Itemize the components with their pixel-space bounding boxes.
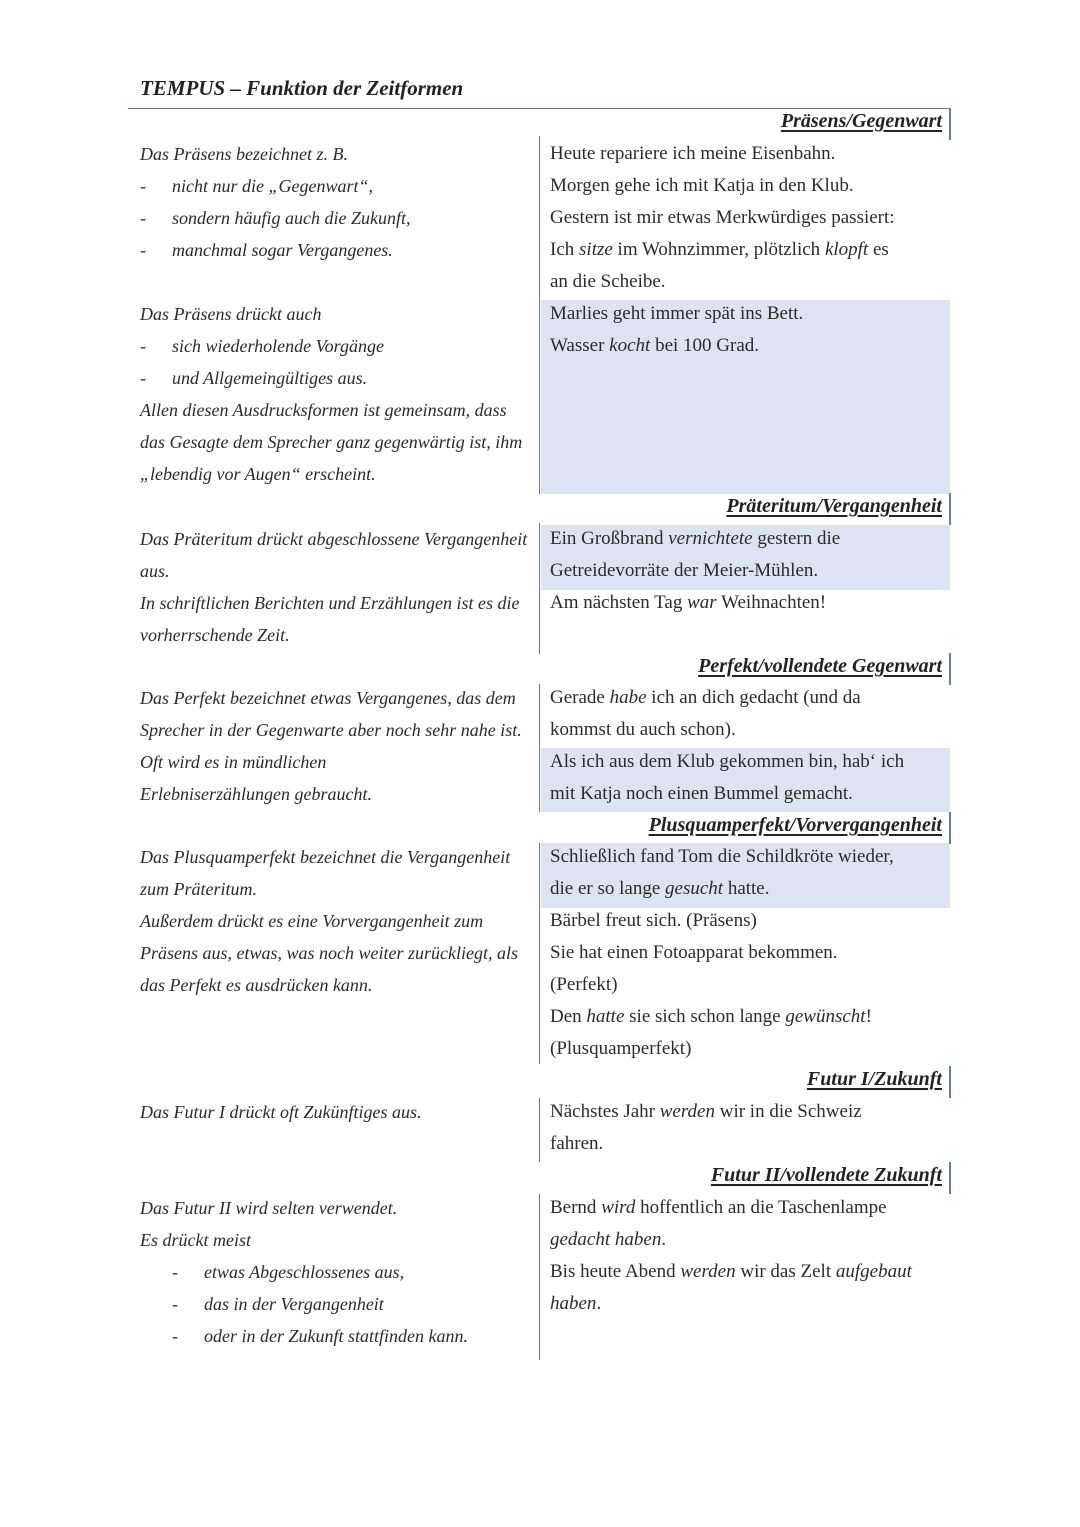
- explanation-line: sondern häufig auch die Zukunft,: [172, 208, 411, 228]
- section-heading: Plusquamperfekt/Vorvergangenheit: [648, 814, 942, 836]
- section-heading: Präteritum/Vergangenheit: [726, 495, 942, 517]
- sentence-text: Bernd: [550, 1197, 602, 1218]
- explanation-line: Das Futur II wird selten verwendet.: [140, 1198, 398, 1218]
- sentence-text: hatte.: [723, 878, 770, 899]
- bullet-dash: -: [172, 1262, 178, 1282]
- example-sentence: [550, 138, 835, 170]
- sentence-text: wir in die Schweiz: [714, 1101, 862, 1122]
- bullet-dash: -: [172, 1326, 178, 1346]
- example-sentence: [550, 905, 757, 937]
- verb-form: sitze: [579, 239, 613, 260]
- sentence-text: sie sich schon lange: [624, 1006, 786, 1027]
- bullet-dash: -: [140, 368, 146, 388]
- heading-marker: [949, 812, 951, 844]
- example-sentence: [550, 266, 666, 298]
- verb-form: habe: [609, 687, 647, 708]
- example-sentence: [550, 969, 618, 1001]
- sentence-text: wir das Zelt: [735, 1261, 836, 1282]
- title-rule: [128, 108, 950, 109]
- sentence-text: Bis heute Abend: [550, 1261, 681, 1282]
- explanation-line: das Gesagte dem Sprecher ganz gegenwärtig ist, ihm: [140, 432, 523, 452]
- sentence-text: im Wohnzimmer, plötzlich: [612, 239, 825, 260]
- sentence-text: Nächstes Jahr: [550, 1101, 660, 1122]
- sentence-text: (Plusquamperfekt): [550, 1038, 692, 1059]
- sentence-text: Gestern ist mir etwas Merkwürdiges passiert:: [550, 207, 895, 228]
- sentence-text: gestern die: [752, 528, 841, 549]
- explanation-line: Das Futur I drückt oft Zukünftiges aus.: [140, 1102, 422, 1122]
- sentence-text: Marlies geht immer spät ins Bett.: [550, 303, 804, 324]
- sentence-text: Gerade: [550, 687, 610, 708]
- example-sentence: [550, 298, 803, 330]
- sentence-text: Wasser: [550, 335, 610, 356]
- explanation-line: und Allgemeingültiges aus.: [172, 368, 368, 388]
- explanation-line: „lebendig vor Augen“ erscheint.: [140, 464, 376, 484]
- explanation-line: zum Präteritum.: [140, 879, 257, 899]
- sentence-text: Weihnachten!: [716, 592, 827, 613]
- example-sentence: [550, 1128, 603, 1160]
- verb-form: werden: [680, 1261, 736, 1282]
- verb-form: klopft: [824, 239, 869, 260]
- example-sentence: [550, 1001, 872, 1033]
- explanation-line: In schriftlichen Berichten und Erzählungen ist es die: [140, 593, 520, 613]
- sentence-text: .: [596, 1293, 602, 1314]
- sentence-text: .: [661, 1229, 667, 1250]
- verb-form: aufgebaut: [835, 1261, 912, 1282]
- example-sentence: [550, 682, 861, 714]
- sentence-text: an die Scheibe.: [550, 271, 666, 292]
- sentence-text: Getreidevorräte der Meier-Mühlen.: [550, 560, 819, 581]
- example-sentence: [550, 778, 853, 810]
- verb-form: gedacht haben: [550, 1229, 662, 1250]
- sentence-text: Als ich aus dem Klub gekommen bin, hab‘ ich: [550, 751, 905, 772]
- bullet-dash: -: [140, 208, 146, 228]
- sentence-text: Ein Großbrand: [550, 528, 669, 549]
- heading-marker: [949, 108, 951, 140]
- section-heading: Futur II/vollendete Zukunft: [710, 1164, 942, 1186]
- example-sentence: [550, 937, 838, 969]
- explanation-line: Das Präsens bezeichnet z. B.: [140, 144, 348, 164]
- explanation-line: Oft wird es in mündlichen: [140, 752, 327, 772]
- explanation-line: Außerdem drückt es eine Vorvergangenheit zum: [140, 911, 484, 931]
- explanation-line: Das Perfekt bezeichnet etwas Vergangenes, das dem: [140, 688, 516, 708]
- example-sentence: [550, 873, 770, 905]
- bullet-dash: -: [172, 1294, 178, 1314]
- verb-form: vernichtete: [668, 528, 753, 549]
- explanation-line: Präsens aus, etwas, was noch weiter zurückliegt, als: [140, 943, 518, 963]
- sentence-text: es: [868, 239, 889, 260]
- example-sentence: [550, 330, 759, 362]
- heading-marker: [949, 493, 951, 525]
- heading-marker: [949, 653, 951, 685]
- explanation-line: Es drückt meist: [140, 1230, 251, 1250]
- sentence-text: Ich: [550, 239, 580, 260]
- bullet-dash: -: [140, 176, 146, 196]
- heading-marker: [949, 1066, 951, 1098]
- column-divider: [539, 523, 540, 654]
- sentence-text: die er so lange: [550, 878, 666, 899]
- bullet-dash: -: [140, 336, 146, 356]
- example-sentence: [550, 1256, 912, 1288]
- example-sentence: [550, 170, 854, 202]
- column-divider: [539, 1098, 540, 1162]
- verb-form: werden: [659, 1101, 715, 1122]
- verb-form: gewünscht: [785, 1006, 866, 1027]
- explanation-line: das in der Vergangenheit: [204, 1294, 384, 1314]
- sentence-text: (Perfekt): [550, 974, 618, 995]
- sentence-text: Am nächsten Tag: [550, 592, 688, 613]
- example-sentence: [550, 202, 895, 234]
- section-heading: Präsens/Gegenwart: [780, 110, 942, 132]
- sentence-text: mit Katja noch einen Bummel gemacht.: [550, 783, 853, 804]
- example-sentence: [550, 234, 889, 266]
- example-sentence: [550, 1096, 862, 1128]
- sentence-text: Schließlich fand Tom die Schildkröte wieder,: [550, 846, 894, 867]
- explanation-line: Das Präteritum drückt abgeschlossene Vergangenheit: [140, 529, 528, 549]
- example-sentence: [550, 587, 826, 619]
- sentence-text: Morgen gehe ich mit Katja in den Klub.: [550, 175, 854, 196]
- example-sentence: [550, 523, 840, 555]
- explanation-line: nicht nur die „Gegenwart“,: [172, 176, 373, 196]
- verb-form: kocht: [609, 335, 651, 356]
- sentence-text: ich an dich gedacht (und da: [646, 687, 861, 708]
- column-divider: [539, 136, 540, 494]
- verb-form: wird: [601, 1197, 636, 1218]
- sentence-text: Heute repariere ich meine Eisenbahn.: [550, 143, 836, 164]
- explanation-line: Erlebniserzählungen gebraucht.: [140, 784, 372, 804]
- example-sentence: [550, 746, 904, 778]
- sentence-text: Bärbel freut sich. (Präsens): [550, 910, 757, 931]
- explanation-line: das Perfekt es ausdrücken kann.: [140, 975, 373, 995]
- sentence-text: hoffentlich an die Taschenlampe: [635, 1197, 887, 1218]
- sentence-text: kommst du auch schon).: [550, 719, 736, 740]
- example-sentence: [550, 555, 818, 587]
- section-heading: Perfekt/vollendete Gegenwart: [698, 655, 942, 677]
- example-sentence: [550, 714, 736, 746]
- example-sentence: [550, 1192, 887, 1224]
- explanation-line: vorherrschende Zeit.: [140, 625, 290, 645]
- example-sentence: [550, 1033, 691, 1065]
- explanation-line: sich wiederholende Vorgänge: [172, 336, 384, 356]
- sentence-text: Den: [550, 1006, 587, 1027]
- sentence-text: fahren.: [550, 1133, 604, 1154]
- explanation-line: Das Plusquamperfekt bezeichnet die Vergangenheit: [140, 847, 511, 867]
- example-sentence: [550, 1288, 601, 1320]
- verb-form: war: [687, 592, 717, 613]
- document-title: TEMPUS – Funktion der Zeitformen: [140, 76, 464, 100]
- sentence-text: Sie hat einen Fotoapparat bekommen.: [550, 942, 838, 963]
- heading-marker: [949, 1162, 951, 1194]
- bullet-dash: -: [140, 240, 146, 260]
- sentence-text: !: [865, 1006, 872, 1027]
- sentence-text: bei 100 Grad.: [650, 335, 760, 356]
- example-sentence: [550, 841, 894, 873]
- explanation-line: Sprecher in der Gegenwarte aber noch sehr nahe ist.: [140, 720, 522, 740]
- example-sentence: [550, 1224, 666, 1256]
- explanation-line: Allen diesen Ausdrucksformen ist gemeinsam, dass: [140, 400, 507, 420]
- section-heading: Futur I/Zukunft: [806, 1068, 942, 1090]
- verb-form: hatte: [586, 1006, 625, 1027]
- verb-form: haben: [550, 1293, 597, 1314]
- explanation-line: manchmal sogar Vergangenes.: [172, 240, 393, 260]
- column-divider: [539, 843, 540, 1064]
- column-divider: [539, 684, 540, 812]
- explanation-line: aus.: [140, 561, 170, 581]
- column-divider: [539, 1194, 540, 1360]
- explanation-line: etwas Abgeschlossenes aus,: [204, 1262, 405, 1282]
- verb-form: gesucht: [665, 878, 724, 899]
- explanation-line: Das Präsens drückt auch: [140, 304, 322, 324]
- explanation-line: oder in der Zukunft stattfinden kann.: [204, 1326, 468, 1346]
